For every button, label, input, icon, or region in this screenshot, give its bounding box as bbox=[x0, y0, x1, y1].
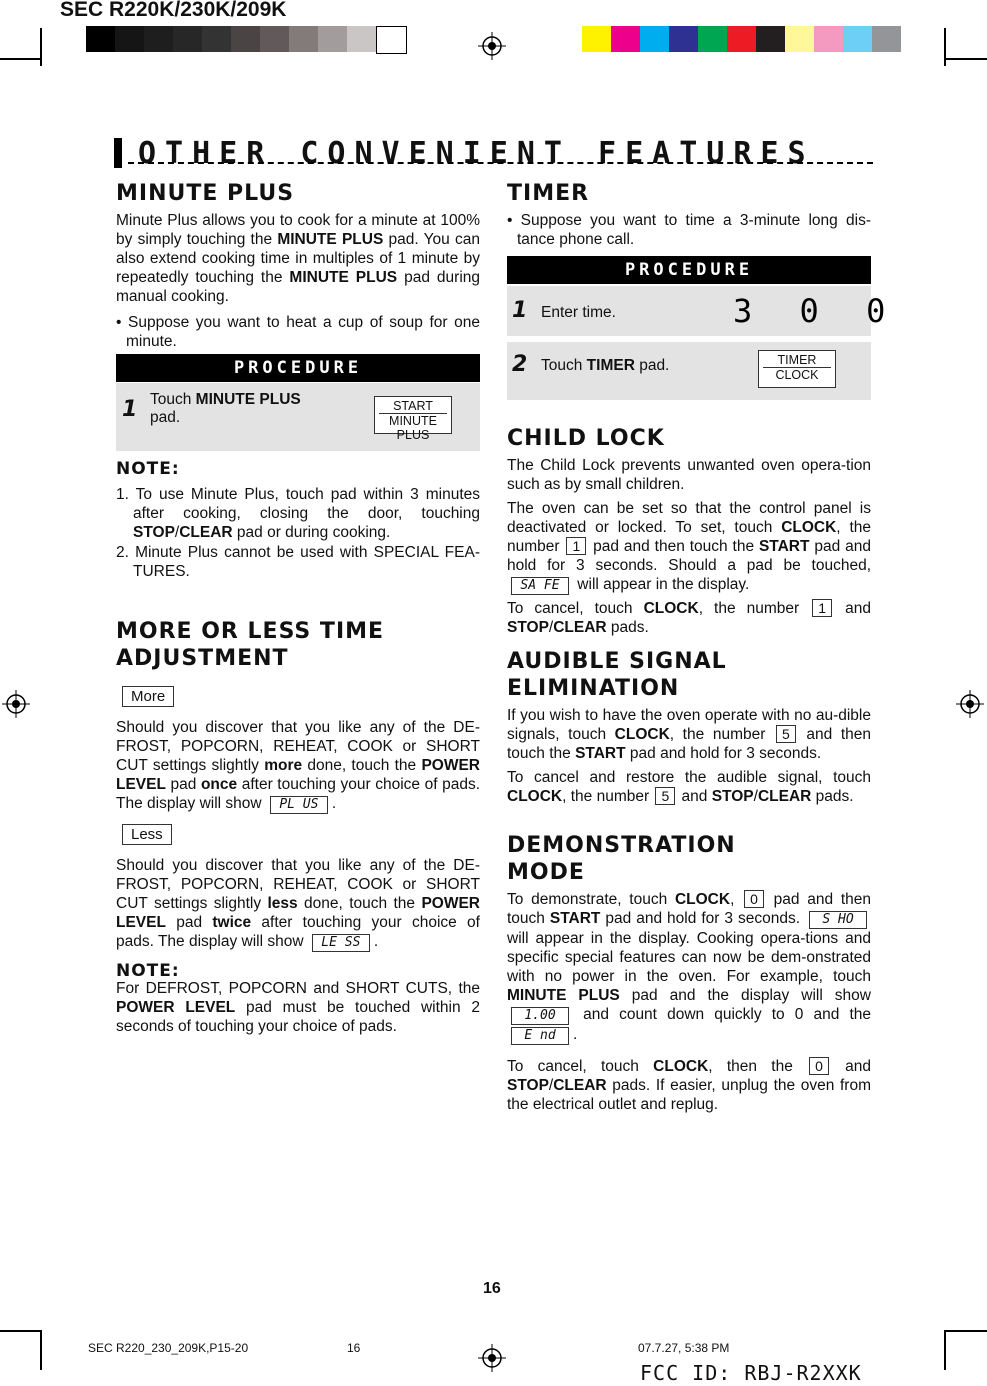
display-readout: E nd bbox=[511, 1027, 569, 1045]
gray-swatch bbox=[173, 26, 202, 52]
display-readout: LE SS bbox=[312, 934, 370, 952]
number-pad-key: 5 bbox=[776, 725, 796, 743]
color-swatch bbox=[872, 26, 901, 52]
crop-mark bbox=[0, 58, 42, 60]
gray-swatch bbox=[86, 26, 115, 52]
crop-mark bbox=[944, 1330, 987, 1332]
more-less-heading: MORE OR LESS TIME ADJUSTMENT bbox=[116, 619, 385, 671]
timer-clock-pad: TIMER CLOCK bbox=[758, 350, 836, 388]
minute-plus-heading: MINUTE PLUS bbox=[116, 181, 295, 206]
procedure-bar: PROCEDURE bbox=[507, 256, 871, 284]
less-text: Should you discover that you like any of the DE-FROST, POPCORN, REHEAT, COOK or SHORT CUT settings slightly less done, touch the POWER LEVEL pad twice after touching your choice of pads. The display will show LE SS . bbox=[116, 857, 480, 950]
page-title: OTHER CONVENIENT FEATURES bbox=[138, 136, 815, 171]
number-pad-key: 0 bbox=[809, 1057, 829, 1075]
crop-mark bbox=[40, 1330, 42, 1370]
demo-text: To demonstrate, touch CLOCK, 0 pad and then touch START pad and hold for 3 seconds. S HO will appear in the display. Cooking opera-tions and specific special features can now be dem-onstrated with no power in the oven. For example, touch MINUTE PLUS pad and the display will show 1.00 and count down quickly to 0 and the E nd . bbox=[507, 891, 871, 1043]
more-text: Should you discover that you like any of the DE-FROST, POPCORN, REHEAT, COOK or SHORT CUT settings slightly more done, touch the POWER LEVEL pad once after touching your choice of pads. The display will show PL US . bbox=[116, 719, 480, 812]
registration-mark-icon bbox=[956, 690, 984, 718]
gray-swatch bbox=[231, 26, 260, 52]
note-heading: NOTE: bbox=[116, 961, 180, 981]
registration-mark-icon bbox=[2, 690, 30, 718]
gray-swatch bbox=[202, 26, 231, 52]
color-swatch bbox=[785, 26, 814, 52]
number-pad-key: 1 bbox=[812, 599, 832, 617]
color-swatch bbox=[640, 26, 669, 52]
display-readout: S HO bbox=[809, 911, 867, 929]
number-pad-key: 0 bbox=[744, 890, 764, 908]
child-lock-text: To cancel, touch CLOCK, the number 1 and STOP/CLEAR pads. bbox=[507, 600, 871, 636]
gray-swatch bbox=[376, 26, 407, 54]
note-item: 2. Minute Plus cannot be used with SPECIAL FEA-TURES. bbox=[116, 544, 480, 580]
crop-mark bbox=[40, 28, 42, 66]
gray-swatch bbox=[144, 26, 173, 52]
start-minute-plus-pad: START MINUTE PLUS bbox=[374, 396, 452, 434]
color-swatch bbox=[611, 26, 640, 52]
step-text: Touch MINUTE PLUS pad. bbox=[150, 391, 301, 426]
step-text: Touch TIMER pad. bbox=[541, 357, 670, 374]
audible-text: To cancel and restore the audible signal, touch CLOCK, the number 5 and STOP/CLEAR pads. bbox=[507, 769, 871, 805]
gray-swatch bbox=[260, 26, 289, 52]
footer-page: 16 bbox=[347, 1341, 361, 1355]
footer-file: SEC R220_230_209K,P15-20 bbox=[88, 1341, 249, 1355]
fcc-id: FCC ID: RBJ-R2XXK bbox=[640, 1361, 862, 1385]
audible-heading: AUDIBLE SIGNAL ELIMINATION bbox=[507, 649, 727, 701]
step-number: 1 bbox=[122, 397, 138, 422]
crop-mark bbox=[944, 1330, 946, 1370]
step-number: 2 bbox=[512, 352, 528, 377]
color-swatch bbox=[727, 26, 756, 52]
color-swatch bbox=[814, 26, 843, 52]
demo-heading: DEMONSTRATION MODE bbox=[507, 833, 736, 885]
number-pad-key: 5 bbox=[655, 787, 675, 805]
color-swatch bbox=[669, 26, 698, 52]
number-pad-key: 1 bbox=[566, 537, 586, 555]
demo-text: To cancel, touch CLOCK, then the 0 and STOP/CLEAR pads. If easier, unplug the oven from the electrical outlet and replug. bbox=[507, 1058, 871, 1113]
title-accent-bar bbox=[114, 138, 122, 168]
less-label: Less bbox=[122, 824, 172, 845]
gray-swatch bbox=[115, 26, 144, 52]
display-readout: PL US bbox=[270, 796, 328, 814]
registration-mark-icon bbox=[478, 1344, 506, 1372]
gray-swatch bbox=[289, 26, 318, 52]
child-lock-text: The oven can be set so that the control panel is deactivated or locked. To set, touch CLOCK, the number 1 pad and then touch the START pad and hold for 3 seconds. Should a pad be touched, SA FE will appear in the display. bbox=[507, 500, 871, 593]
model-header: SEC R220K/230K/209K bbox=[60, 0, 287, 21]
display-readout: SA FE bbox=[511, 577, 569, 595]
color-swatch bbox=[698, 26, 727, 52]
color-swatch bbox=[582, 26, 611, 52]
title-underline bbox=[128, 162, 873, 164]
minute-plus-intro: Minute Plus allows you to cook for a minute at 100% by simply touching the MINUTE PLUS pad. You can also extend cooking time in multiples of 1 minute by repeatedly touching the MINUTE PLUS pad during manual cooking. bbox=[116, 212, 481, 305]
footer-date: 07.7.27, 5:38 PM bbox=[638, 1341, 730, 1355]
crop-mark bbox=[0, 1330, 42, 1332]
note-heading: NOTE: bbox=[116, 459, 180, 479]
crop-mark bbox=[944, 28, 946, 66]
child-lock-heading: CHILD LOCK bbox=[507, 426, 665, 451]
note-item: 1. To use Minute Plus, touch pad within 3 minutes after cooking, closing the door, touching STOP/CLEAR pad or during cooking. bbox=[116, 486, 480, 541]
page-number: 16 bbox=[483, 1280, 501, 1297]
registration-mark-icon bbox=[478, 32, 506, 60]
minute-plus-bullet: • Suppose you want to heat a cup of soup for one minute. bbox=[116, 314, 480, 350]
crop-mark bbox=[944, 58, 987, 60]
timer-heading: TIMER bbox=[507, 181, 590, 206]
color-swatch bbox=[756, 26, 785, 52]
timer-bullet: • Suppose you want to time a 3-minute long dis-tance phone call. bbox=[507, 212, 871, 248]
gray-swatch bbox=[318, 26, 347, 52]
more-label: More bbox=[122, 686, 174, 707]
audible-text: If you wish to have the oven operate with no au-dible signals, touch CLOCK, the number 5 and then touch the START pad and hold for 3 seconds. bbox=[507, 707, 871, 762]
display-readout: 1.00 bbox=[511, 1007, 569, 1025]
child-lock-text: The Child Lock prevents unwanted oven opera-tion such as by small children. bbox=[507, 457, 871, 493]
more-less-note: For DEFROST, POPCORN and SHORT CUTS, the POWER LEVEL pad must be touched within 2 seconds of touching your choice of pads. bbox=[116, 980, 480, 1035]
step-text: Enter time. bbox=[541, 304, 616, 321]
gray-swatch bbox=[347, 26, 376, 52]
step-number: 1 bbox=[512, 298, 528, 323]
display-readout: 3 0 0 bbox=[733, 292, 900, 330]
color-swatch bbox=[843, 26, 872, 52]
procedure-bar: PROCEDURE bbox=[116, 354, 480, 382]
